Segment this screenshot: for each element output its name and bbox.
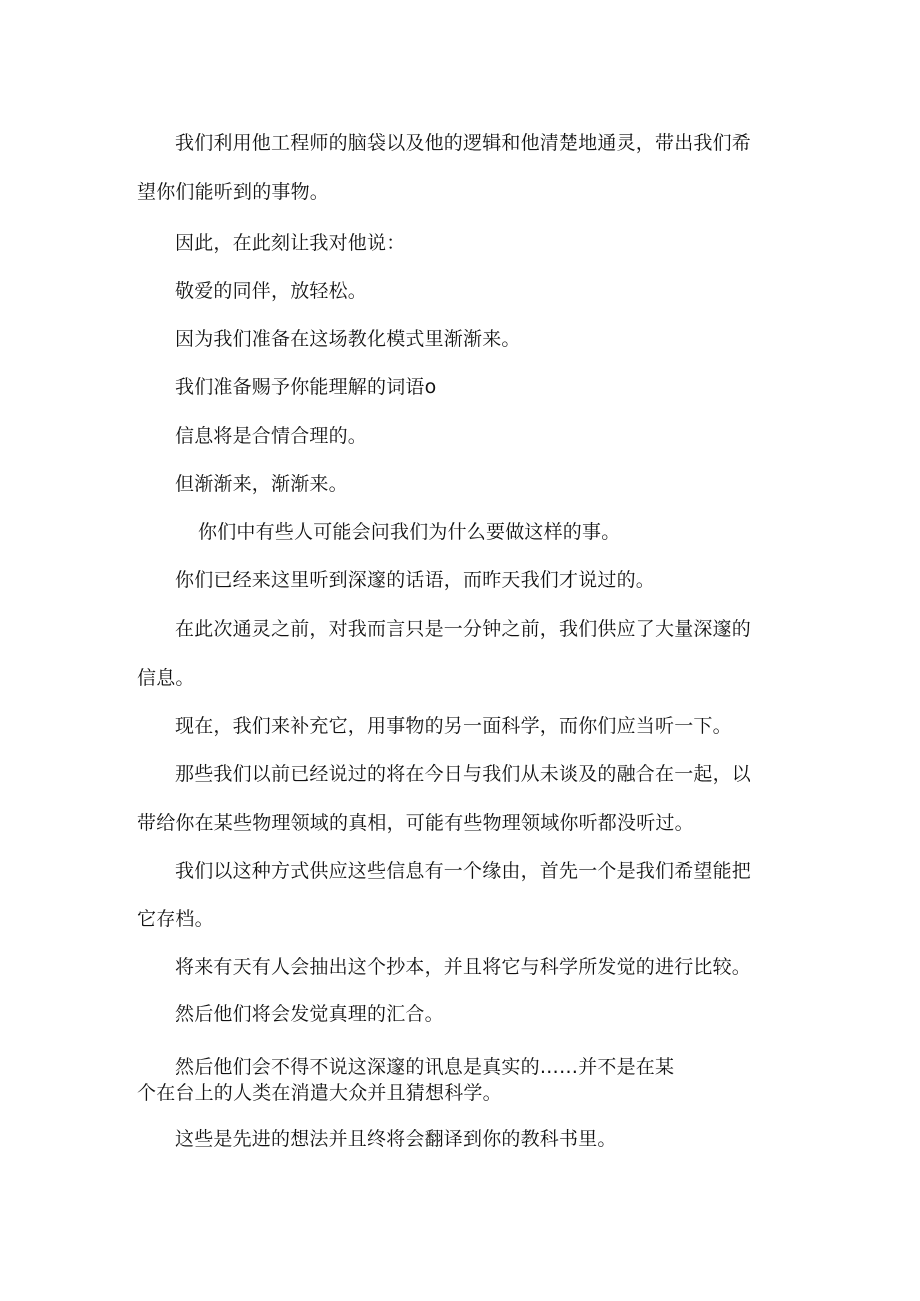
text-line: 因此，在此刻让我对他说：: [175, 232, 406, 254]
text-line: 因为我们准备在这场教化模式里渐渐来。: [175, 328, 521, 350]
text-line: 我们以这种方式供应这些信息有一个缘由，首先一个是我们希望能把: [175, 860, 752, 882]
text-line: 敬爱的同伴，放轻松。: [175, 280, 368, 302]
text-line: 这些是先进的想法并且终将会翻译到你的教科书里。: [175, 1128, 617, 1150]
text-line: 将来有天有人会抽出这个抄本，并且将它与科学所发觉的进行比较。: [175, 956, 752, 978]
text-line: 个在台上的人类在消遣大众并且猜想科学。: [137, 1082, 502, 1104]
text-line: 带给你在某些物理领域的真相，可能有些物理领域你听都没听过。: [137, 812, 694, 834]
text-line: 信息。: [137, 667, 195, 689]
text-line: 但渐渐来，渐渐来。: [175, 473, 348, 495]
text-line: 你们已经来这里听到深邃的话语，而昨天我们才说过的。: [175, 569, 656, 591]
text-line: 在此次通灵之前，对我而言只是一分钟之前，我们供应了大量深邃的: [175, 618, 752, 640]
text-line: 我们准备赐予你能理解的词语o: [175, 376, 437, 398]
text-line: 它存档。: [137, 908, 214, 930]
text-line: 然后他们会不得不说这深邃的讯息是真实的……并不是在某: [175, 1056, 675, 1078]
text-line: 然后他们将会发觉真理的汇合。: [175, 1003, 444, 1025]
text-line: 那些我们以前已经说过的将在今日与我们从未谈及的融合在一起，以: [175, 763, 752, 785]
text-line: 你们中有些人可能会问我们为什么要做这样的事。: [198, 521, 621, 543]
text-line: 我们利用他工程师的脑袋以及他的逻辑和他清楚地通灵，带出我们希: [175, 132, 752, 154]
text-line: 现在，我们来补充它，用事物的另一面科学，而你们应当听一下。: [175, 715, 732, 737]
text-line: 信息将是合情合理的。: [175, 425, 368, 447]
text-line: 望你们能听到的事物。: [137, 181, 330, 203]
